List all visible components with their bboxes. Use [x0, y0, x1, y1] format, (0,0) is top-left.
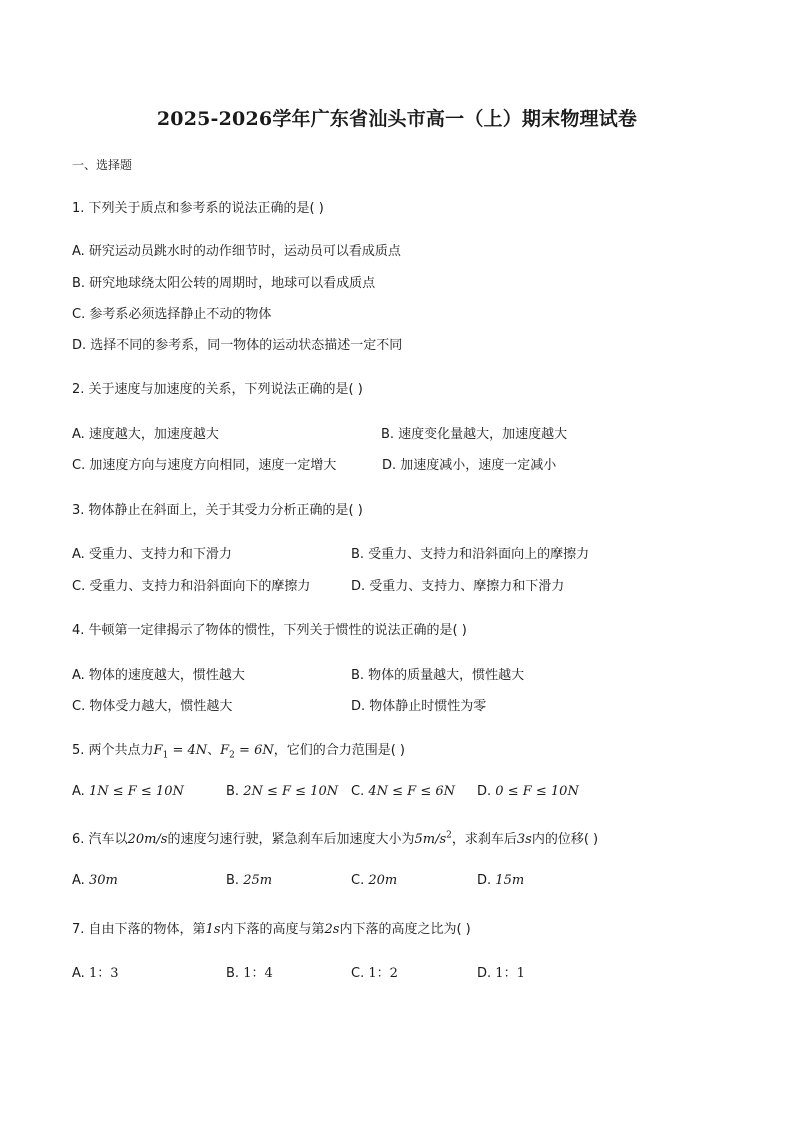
question-1-option-b: B. 研究地球绕太阳公转的周期时，地球可以看成质点: [72, 276, 376, 291]
question-4-stem: 4. 牛顿第一定律揭示了物体的惯性，下列关于惯性的说法正确的是( ): [72, 623, 467, 638]
option-label: B.: [226, 873, 240, 888]
question-1-option-a: A. 研究运动员跳水时的动作细节时，运动员可以看成质点: [72, 244, 401, 259]
question-1-option-c: C. 参考系必须选择静止不动的物体: [72, 307, 272, 322]
option-label: A.: [72, 784, 85, 799]
question-7-option-a: [72, 962, 118, 981]
question-1-stem: 1. 下列关于质点和参考系的说法正确的是( ): [72, 201, 324, 216]
option-ratio: 1：2: [368, 966, 398, 981]
question-7-stem-prefix: 7. 自由下落的物体，第: [72, 922, 206, 937]
force-2-symbol: F: [220, 743, 230, 758]
acceleration-value: 5m/s: [414, 832, 447, 847]
question-2-option-b: B. 速度变化量越大，加速度越大: [381, 427, 568, 442]
force-1-value: = 4N: [168, 743, 208, 758]
option-value: 30m: [88, 873, 118, 888]
question-3-stem: 3. 物体静止在斜面上，关于其受力分析正确的是( ): [72, 503, 363, 518]
option-formula: 0 ≤ F ≤ 10N: [495, 784, 579, 799]
option-ratio: 1：3: [88, 966, 119, 981]
question-4-option-b: B. 物体的质量越大，惯性越大: [351, 668, 525, 683]
section-heading: 一、选择题: [72, 158, 133, 172]
question-6-stem-prefix: 6. 汽车以: [72, 832, 128, 847]
question-7-option-d: [477, 962, 525, 981]
question-3-option-d: D. 受重力、支持力、摩擦力和下滑力: [351, 579, 565, 594]
option-ratio: 1：4: [243, 966, 273, 981]
question-5-stem: [72, 739, 405, 761]
question-6-option-d: [477, 873, 524, 888]
acceleration-exponent: 2: [446, 830, 452, 841]
option-ratio: 1：1: [495, 966, 525, 981]
question-6-option-b: [226, 873, 272, 888]
option-label: A.: [72, 873, 85, 888]
option-label: C.: [351, 873, 365, 888]
question-2-option-d: D. 加速度减小，速度一定减小: [382, 458, 557, 473]
question-3-option-b: B. 受重力、支持力和沿斜面向上的摩擦力: [351, 547, 590, 562]
question-7-stem-suffix: 内下落的高度之比为( ): [339, 922, 471, 937]
option-value: 20m: [368, 873, 398, 888]
question-6-stem-suffix: 内的位移( ): [531, 832, 599, 847]
question-6-stem-mid-2: ，求刹车后: [451, 832, 517, 847]
question-6-option-c: [351, 873, 397, 888]
question-5-option-d: [477, 784, 579, 799]
force-separator: 、: [207, 743, 221, 758]
question-6-stem: [72, 828, 598, 847]
option-label: B.: [226, 966, 240, 981]
page-title: 2025-2026学年广东省汕头市高一（上）期末物理试卷: [156, 108, 638, 130]
question-3-option-c: C. 受重力、支持力和沿斜面向下的摩擦力: [72, 579, 311, 594]
question-5-stem-prefix: 5. 两个共点力: [72, 743, 154, 758]
question-7-option-c: [351, 962, 398, 981]
question-2-option-c: C. 加速度方向与速度方向相同，速度一定增大: [72, 458, 337, 473]
time-2-value: 2s: [324, 922, 340, 937]
option-formula: 1N ≤ F ≤ 10N: [88, 784, 184, 799]
question-4-option-a: A. 物体的速度越大，惯性越大: [72, 668, 245, 683]
force-2-value: = 6N: [234, 743, 274, 758]
question-5-option-c: [351, 784, 455, 799]
option-value: 25m: [243, 873, 273, 888]
question-4-option-d: D. 物体静止时惯性为零: [351, 699, 487, 714]
option-formula: 4N ≤ F ≤ 6N: [368, 784, 455, 799]
question-4-option-c: C. 物体受力越大，惯性越大: [72, 699, 233, 714]
option-label: A.: [72, 966, 85, 981]
question-5-option-b: [226, 784, 338, 799]
force-1-subscript: 1: [162, 750, 169, 761]
force-1-symbol: F: [153, 743, 163, 758]
time-1-value: 1s: [205, 922, 221, 937]
question-5-option-a: [72, 784, 184, 799]
question-7-option-b: [226, 962, 273, 981]
question-2-option-a: A. 速度越大，加速度越大: [72, 427, 219, 442]
option-label: D.: [477, 873, 492, 888]
option-label: B.: [226, 784, 240, 799]
question-2-stem: 2. 关于速度与加速度的关系，下列说法正确的是( ): [72, 382, 363, 397]
question-5-stem-suffix: ，它们的合力范围是( ): [273, 743, 405, 758]
option-value: 15m: [495, 873, 525, 888]
option-label: C.: [351, 966, 365, 981]
force-2-subscript: 2: [229, 750, 235, 761]
option-label: C.: [351, 784, 365, 799]
velocity-value: 20m/s: [127, 832, 168, 847]
option-label: D.: [477, 966, 492, 981]
question-7-stem-mid: 内下落的高度与第: [220, 922, 325, 937]
question-1-option-d: D. 选择不同的参考系，同一物体的运动状态描述一定不同: [72, 338, 403, 353]
question-6-option-a: [72, 873, 118, 888]
option-formula: 2N ≤ F ≤ 10N: [243, 784, 339, 799]
time-value: 3s: [516, 832, 532, 847]
question-7-stem: [72, 918, 471, 937]
question-3-option-a: A. 受重力、支持力和下滑力: [72, 547, 232, 562]
question-6-stem-mid-1: 的速度匀速行驶，紧急刹车后加速度大小为: [167, 832, 415, 847]
option-label: D.: [477, 784, 492, 799]
